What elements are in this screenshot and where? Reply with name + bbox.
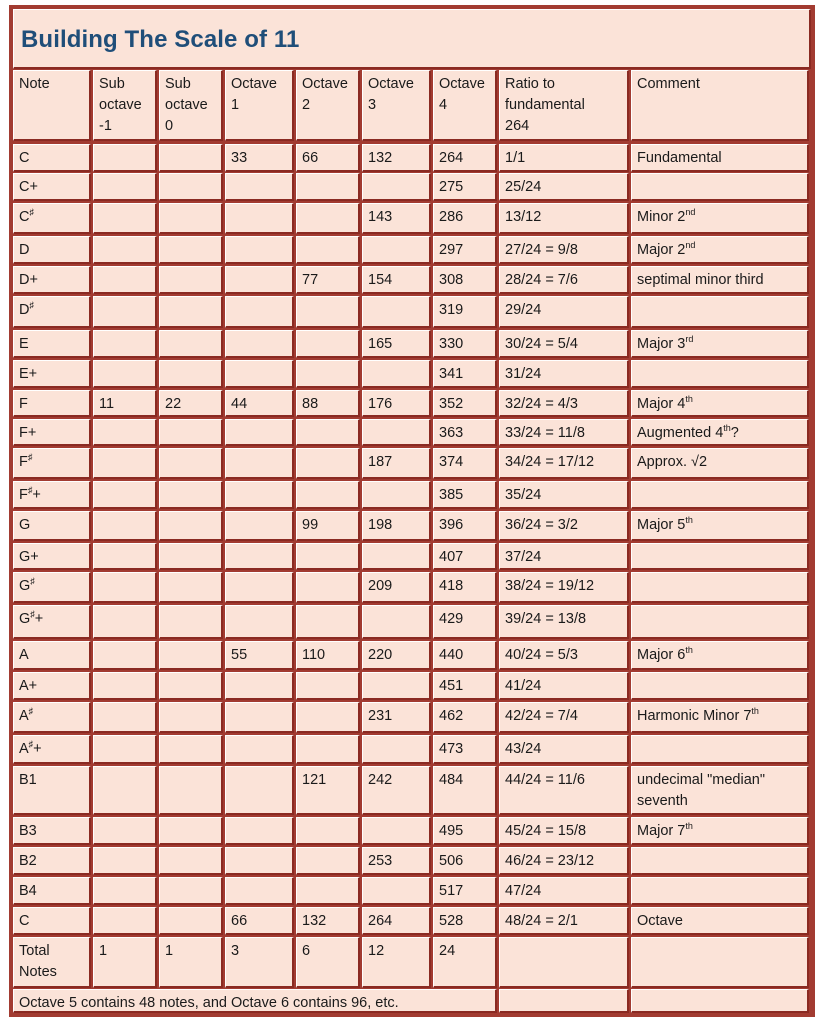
cell-octave-1 xyxy=(225,572,294,603)
cell-octave-3: 154 xyxy=(362,266,431,294)
cell-comment: septimal minor third xyxy=(631,266,809,294)
cell-octave-2 xyxy=(296,543,360,570)
note-text: C xyxy=(19,209,30,225)
cell-octave-1 xyxy=(225,735,294,764)
cell-octave-3: 132 xyxy=(362,144,431,172)
cell-comment xyxy=(631,330,809,358)
cell-octave-4: 407 xyxy=(433,543,497,570)
comment-superscript: th xyxy=(723,423,731,433)
cell-sub-octave-neg1 xyxy=(93,419,157,446)
note-suffix: + xyxy=(34,611,44,627)
cell-octave-2 xyxy=(296,672,360,700)
cell-ratio: 42/24 = 7/4 xyxy=(499,702,629,733)
cell-ratio: 31/24 xyxy=(499,360,629,388)
note-superscript: ♯ xyxy=(30,609,35,619)
cell-octave-3: 198 xyxy=(362,511,431,541)
cell-octave-1 xyxy=(225,266,294,294)
cell-comment xyxy=(631,847,809,875)
cell-sub-octave-0: 1 xyxy=(159,937,223,988)
cell-comment xyxy=(631,605,809,639)
cell-ratio: 44/24 = 11/6 xyxy=(499,766,629,815)
cell-octave-4: 286 xyxy=(433,203,497,234)
cell-sub-octave-neg1 xyxy=(93,543,157,570)
column-header-octave-4: Octave 4 xyxy=(433,70,497,141)
cell-ratio: 37/24 xyxy=(499,543,629,570)
cell-ratio: 38/24 = 19/12 xyxy=(499,572,629,603)
note-superscript: ♯ xyxy=(27,485,33,495)
cell-comment: Octave xyxy=(631,907,809,935)
cell-octave-1 xyxy=(225,847,294,875)
cell-comment xyxy=(631,296,809,328)
cell-octave-3 xyxy=(362,360,431,388)
cell-octave-4: 319 xyxy=(433,296,497,328)
cell-note xyxy=(13,203,91,234)
cell-note: B3 xyxy=(13,817,91,845)
cell-octave-2 xyxy=(296,236,360,264)
comment-superscript: th xyxy=(685,515,693,525)
cell-octave-2 xyxy=(296,702,360,733)
cell-note: F xyxy=(13,390,91,417)
cell-octave-4: 528 xyxy=(433,907,497,935)
note-superscript: ♯ xyxy=(28,706,34,716)
cell-comment xyxy=(631,390,809,417)
note-text: G xyxy=(19,611,31,627)
cell-ratio xyxy=(499,937,629,988)
cell-octave-1 xyxy=(225,511,294,541)
cell-sub-octave-neg1 xyxy=(93,296,157,328)
cell-octave-1 xyxy=(225,360,294,388)
cell-comment xyxy=(631,543,809,570)
cell-octave-4: 363 xyxy=(433,419,497,446)
cell-sub-octave-neg1 xyxy=(93,702,157,733)
cell-ratio: 41/24 xyxy=(499,672,629,700)
cell-octave-4: 440 xyxy=(433,641,497,670)
cell-sub-octave-0 xyxy=(159,481,223,509)
cell-sub-octave-0 xyxy=(159,448,223,479)
cell-octave-3 xyxy=(362,236,431,264)
cell-note xyxy=(13,481,91,509)
cell-octave-4: 308 xyxy=(433,266,497,294)
note-superscript: ♯ xyxy=(29,207,34,217)
cell-octave-4: 275 xyxy=(433,173,497,201)
cell-comment xyxy=(631,735,809,764)
cell-octave-2 xyxy=(296,847,360,875)
cell-sub-octave-neg1 xyxy=(93,330,157,358)
cell-note: G xyxy=(13,511,91,541)
comment-superscript: nd xyxy=(685,207,696,217)
note-superscript: ♯ xyxy=(29,300,34,310)
cell-note: Total Notes xyxy=(13,937,91,988)
cell-sub-octave-0 xyxy=(159,360,223,388)
cell-octave-4: 517 xyxy=(433,877,497,905)
cell-octave-2: 6 xyxy=(296,937,360,988)
cell-octave-4: 396 xyxy=(433,511,497,541)
cell-note: A xyxy=(13,641,91,670)
cell-octave-2 xyxy=(296,330,360,358)
cell-ratio: 33/24 = 11/8 xyxy=(499,419,629,446)
cell-octave-1: 33 xyxy=(225,144,294,172)
cell-ratio: 36/24 = 3/2 xyxy=(499,511,629,541)
comment-text: Major 2 xyxy=(637,242,686,258)
cell-octave-4: 341 xyxy=(433,360,497,388)
cell-sub-octave-neg1 xyxy=(93,735,157,764)
cell-sub-octave-neg1 xyxy=(93,847,157,875)
comment-text: Major 7 xyxy=(637,823,686,839)
cell-octave-4: 418 xyxy=(433,572,497,603)
cell-note xyxy=(13,572,91,603)
cell-sub-octave-neg1 xyxy=(93,481,157,509)
cell-sub-octave-neg1 xyxy=(93,641,157,670)
note-text: F xyxy=(19,487,28,503)
comment-text: Augmented 4 xyxy=(637,425,724,441)
cell-octave-1 xyxy=(225,481,294,509)
cell-sub-octave-neg1: 11 xyxy=(93,390,157,417)
cell-ratio: 25/24 xyxy=(499,173,629,201)
comment-text: Harmonic Minor 7 xyxy=(637,708,752,724)
cell-comment xyxy=(631,360,809,388)
cell-comment: Approx. √2 xyxy=(631,448,809,479)
cell-sub-octave-neg1 xyxy=(93,766,157,815)
cell-ratio: 47/24 xyxy=(499,877,629,905)
cell-sub-octave-0 xyxy=(159,641,223,670)
cell-octave-4: 374 xyxy=(433,448,497,479)
cell-octave-4: 429 xyxy=(433,605,497,639)
comment-superscript: th xyxy=(685,645,693,655)
scale-table xyxy=(9,5,815,1017)
cell-octave-4: 352 xyxy=(433,390,497,417)
cell-octave-2 xyxy=(296,481,360,509)
cell-octave-2 xyxy=(296,296,360,328)
cell-note: B4 xyxy=(13,877,91,905)
cell-octave-3 xyxy=(362,481,431,509)
cell-octave-3: 231 xyxy=(362,702,431,733)
cell-octave-2 xyxy=(296,817,360,845)
cell-note: D+ xyxy=(13,266,91,294)
comment-superscript: th xyxy=(685,821,693,831)
comment-superscript: th xyxy=(685,394,693,404)
cell-octave-2 xyxy=(296,360,360,388)
cell-octave-2: 110 xyxy=(296,641,360,670)
cell-ratio: 43/24 xyxy=(499,735,629,764)
cell-sub-octave-0 xyxy=(159,330,223,358)
cell-sub-octave-0 xyxy=(159,907,223,935)
cell-sub-octave-neg1 xyxy=(93,203,157,234)
comment-superscript: nd xyxy=(685,240,696,250)
note-superscript: ♯ xyxy=(27,452,33,462)
cell-octave-3: 264 xyxy=(362,907,431,935)
cell-octave-2: 121 xyxy=(296,766,360,815)
cell-sub-octave-0: 22 xyxy=(159,390,223,417)
cell-octave-1 xyxy=(225,543,294,570)
comment-text: Minor 2 xyxy=(637,209,686,225)
cell-sub-octave-0 xyxy=(159,296,223,328)
cell-sub-octave-neg1 xyxy=(93,266,157,294)
cell-comment xyxy=(631,203,809,234)
cell-sub-octave-0 xyxy=(159,419,223,446)
cell-octave-1 xyxy=(225,236,294,264)
cell-octave-3: 12 xyxy=(362,937,431,988)
cell-sub-octave-0 xyxy=(159,511,223,541)
cell-ratio: 45/24 = 15/8 xyxy=(499,817,629,845)
cell-octave-3 xyxy=(362,296,431,328)
note-text: G xyxy=(19,578,31,594)
cell-octave-4: 330 xyxy=(433,330,497,358)
cell-sub-octave-0 xyxy=(159,605,223,639)
cell-note: B2 xyxy=(13,847,91,875)
cell-octave-4: 451 xyxy=(433,672,497,700)
cell-ratio: 28/24 = 7/6 xyxy=(499,266,629,294)
cell-sub-octave-neg1 xyxy=(93,817,157,845)
cell-comment xyxy=(631,511,809,541)
cell-sub-octave-0 xyxy=(159,877,223,905)
note-text: F xyxy=(19,454,28,470)
cell-octave-1: 3 xyxy=(225,937,294,988)
cell-ratio: 13/12 xyxy=(499,203,629,234)
cell-octave-2 xyxy=(296,173,360,201)
cell-ratio: 32/24 = 4/3 xyxy=(499,390,629,417)
cell-octave-2 xyxy=(296,448,360,479)
cell-comment xyxy=(631,641,809,670)
comment-text: Major 4 xyxy=(637,396,686,412)
cell-octave-4: 473 xyxy=(433,735,497,764)
cell-sub-octave-0 xyxy=(159,847,223,875)
cell-sub-octave-neg1 xyxy=(93,236,157,264)
cell-sub-octave-0 xyxy=(159,672,223,700)
cell-octave-4: 484 xyxy=(433,766,497,815)
cell-sub-octave-0 xyxy=(159,236,223,264)
cell-octave-1 xyxy=(225,173,294,201)
cell-octave-1 xyxy=(225,203,294,234)
cell-ratio: 30/24 = 5/4 xyxy=(499,330,629,358)
cell-octave-3: 242 xyxy=(362,766,431,815)
cell-octave-2 xyxy=(296,735,360,764)
footer-empty-cell xyxy=(631,989,809,1013)
cell-comment xyxy=(631,572,809,603)
cell-comment: Fundamental xyxy=(631,144,809,172)
cell-octave-3: 209 xyxy=(362,572,431,603)
cell-sub-octave-0 xyxy=(159,266,223,294)
cell-comment xyxy=(631,672,809,700)
cell-sub-octave-neg1: 1 xyxy=(93,937,157,988)
cell-octave-1 xyxy=(225,419,294,446)
cell-octave-4: 264 xyxy=(433,144,497,172)
column-header-ratio: Ratio to fundamental 264 xyxy=(499,70,629,141)
cell-octave-1 xyxy=(225,448,294,479)
note-superscript: ♯ xyxy=(28,739,34,749)
cell-octave-2: 99 xyxy=(296,511,360,541)
cell-ratio: 46/24 = 23/12 xyxy=(499,847,629,875)
cell-octave-4: 24 xyxy=(433,937,497,988)
cell-sub-octave-neg1 xyxy=(93,448,157,479)
cell-sub-octave-neg1 xyxy=(93,572,157,603)
cell-octave-1 xyxy=(225,605,294,639)
cell-ratio: 1/1 xyxy=(499,144,629,172)
cell-comment xyxy=(631,236,809,264)
column-header-octave-1: Octave 1 xyxy=(225,70,294,141)
cell-octave-3: 176 xyxy=(362,390,431,417)
cell-sub-octave-neg1 xyxy=(93,907,157,935)
column-header-sub-octave-0: Sub octave 0 xyxy=(159,70,223,141)
cell-sub-octave-0 xyxy=(159,144,223,172)
cell-octave-2: 77 xyxy=(296,266,360,294)
cell-comment xyxy=(631,173,809,201)
cell-sub-octave-0 xyxy=(159,766,223,815)
cell-note xyxy=(13,702,91,733)
cell-sub-octave-0 xyxy=(159,173,223,201)
cell-sub-octave-neg1 xyxy=(93,877,157,905)
cell-octave-2 xyxy=(296,203,360,234)
cell-octave-1 xyxy=(225,817,294,845)
cell-octave-2 xyxy=(296,605,360,639)
cell-sub-octave-0 xyxy=(159,543,223,570)
cell-ratio: 29/24 xyxy=(499,296,629,328)
comment-text: Major 3 xyxy=(637,336,686,352)
cell-octave-3 xyxy=(362,605,431,639)
cell-octave-3: 165 xyxy=(362,330,431,358)
cell-note: E xyxy=(13,330,91,358)
comment-superscript: th xyxy=(751,706,759,716)
cell-octave-2 xyxy=(296,572,360,603)
cell-octave-1 xyxy=(225,672,294,700)
cell-octave-3: 220 xyxy=(362,641,431,670)
cell-octave-4: 297 xyxy=(433,236,497,264)
cell-octave-4: 385 xyxy=(433,481,497,509)
comment-suffix: ? xyxy=(730,425,739,441)
cell-ratio: 34/24 = 17/12 xyxy=(499,448,629,479)
cell-octave-1: 44 xyxy=(225,390,294,417)
cell-octave-1: 55 xyxy=(225,641,294,670)
note-text: D xyxy=(19,302,30,318)
cell-sub-octave-0 xyxy=(159,572,223,603)
cell-comment: undecimal "median" seventh xyxy=(631,766,809,815)
cell-note: C+ xyxy=(13,173,91,201)
cell-ratio: 40/24 = 5/3 xyxy=(499,641,629,670)
cell-sub-octave-neg1 xyxy=(93,144,157,172)
comment-text: Major 5 xyxy=(637,517,686,533)
cell-sub-octave-neg1 xyxy=(93,672,157,700)
cell-note: G+ xyxy=(13,543,91,570)
cell-octave-3 xyxy=(362,173,431,201)
cell-note xyxy=(13,296,91,328)
footer-note: Octave 5 contains 48 notes, and Octave 6 contains 96, etc. xyxy=(13,989,497,1013)
comment-text: Major 6 xyxy=(637,647,686,663)
cell-octave-3: 187 xyxy=(362,448,431,479)
cell-octave-1 xyxy=(225,296,294,328)
cell-note: F+ xyxy=(13,419,91,446)
cell-comment xyxy=(631,481,809,509)
cell-note: C xyxy=(13,144,91,172)
cell-sub-octave-neg1 xyxy=(93,605,157,639)
cell-octave-1: 66 xyxy=(225,907,294,935)
cell-octave-3: 253 xyxy=(362,847,431,875)
cell-octave-1 xyxy=(225,766,294,815)
cell-octave-3 xyxy=(362,735,431,764)
cell-note: E+ xyxy=(13,360,91,388)
cell-comment xyxy=(631,877,809,905)
cell-note: D xyxy=(13,236,91,264)
cell-sub-octave-0 xyxy=(159,817,223,845)
cell-sub-octave-neg1 xyxy=(93,360,157,388)
cell-octave-1 xyxy=(225,702,294,733)
cell-octave-3 xyxy=(362,419,431,446)
cell-sub-octave-0 xyxy=(159,702,223,733)
cell-comment xyxy=(631,419,809,446)
cell-octave-1 xyxy=(225,877,294,905)
cell-note: C xyxy=(13,907,91,935)
cell-note: B1 xyxy=(13,766,91,815)
comment-superscript: rd xyxy=(685,334,694,344)
cell-comment xyxy=(631,937,809,988)
cell-octave-3 xyxy=(362,877,431,905)
page-title: Building The Scale of 11 xyxy=(13,9,811,69)
cell-sub-octave-0 xyxy=(159,735,223,764)
cell-octave-3 xyxy=(362,543,431,570)
column-header-octave-3: Octave 3 xyxy=(362,70,431,141)
column-header-note: Note xyxy=(13,70,91,141)
cell-octave-2 xyxy=(296,877,360,905)
note-suffix: + xyxy=(32,487,41,503)
cell-octave-2: 132 xyxy=(296,907,360,935)
cell-ratio: 27/24 = 9/8 xyxy=(499,236,629,264)
cell-octave-2 xyxy=(296,419,360,446)
cell-octave-4: 495 xyxy=(433,817,497,845)
column-header-octave-2: Octave 2 xyxy=(296,70,360,141)
cell-note: A+ xyxy=(13,672,91,700)
note-text: A xyxy=(19,708,29,724)
column-header-comment: Comment xyxy=(631,70,809,141)
cell-sub-octave-neg1 xyxy=(93,173,157,201)
note-superscript: ♯ xyxy=(30,576,35,586)
cell-sub-octave-0 xyxy=(159,203,223,234)
cell-octave-1 xyxy=(225,330,294,358)
cell-sub-octave-neg1 xyxy=(93,511,157,541)
cell-ratio: 39/24 = 13/8 xyxy=(499,605,629,639)
cell-octave-3 xyxy=(362,817,431,845)
cell-note xyxy=(13,448,91,479)
cell-ratio: 48/24 = 2/1 xyxy=(499,907,629,935)
cell-octave-3: 143 xyxy=(362,203,431,234)
note-suffix: + xyxy=(33,741,42,757)
cell-comment xyxy=(631,817,809,845)
cell-ratio: 35/24 xyxy=(499,481,629,509)
cell-note xyxy=(13,605,91,639)
cell-comment xyxy=(631,702,809,733)
cell-note xyxy=(13,735,91,764)
column-header-sub-octave-neg1: Sub octave -1 xyxy=(93,70,157,141)
cell-octave-2: 88 xyxy=(296,390,360,417)
footer-empty-cell xyxy=(499,989,629,1013)
cell-octave-4: 506 xyxy=(433,847,497,875)
cell-octave-2: 66 xyxy=(296,144,360,172)
cell-octave-3 xyxy=(362,672,431,700)
note-text: A xyxy=(19,741,29,757)
cell-octave-4: 462 xyxy=(433,702,497,733)
